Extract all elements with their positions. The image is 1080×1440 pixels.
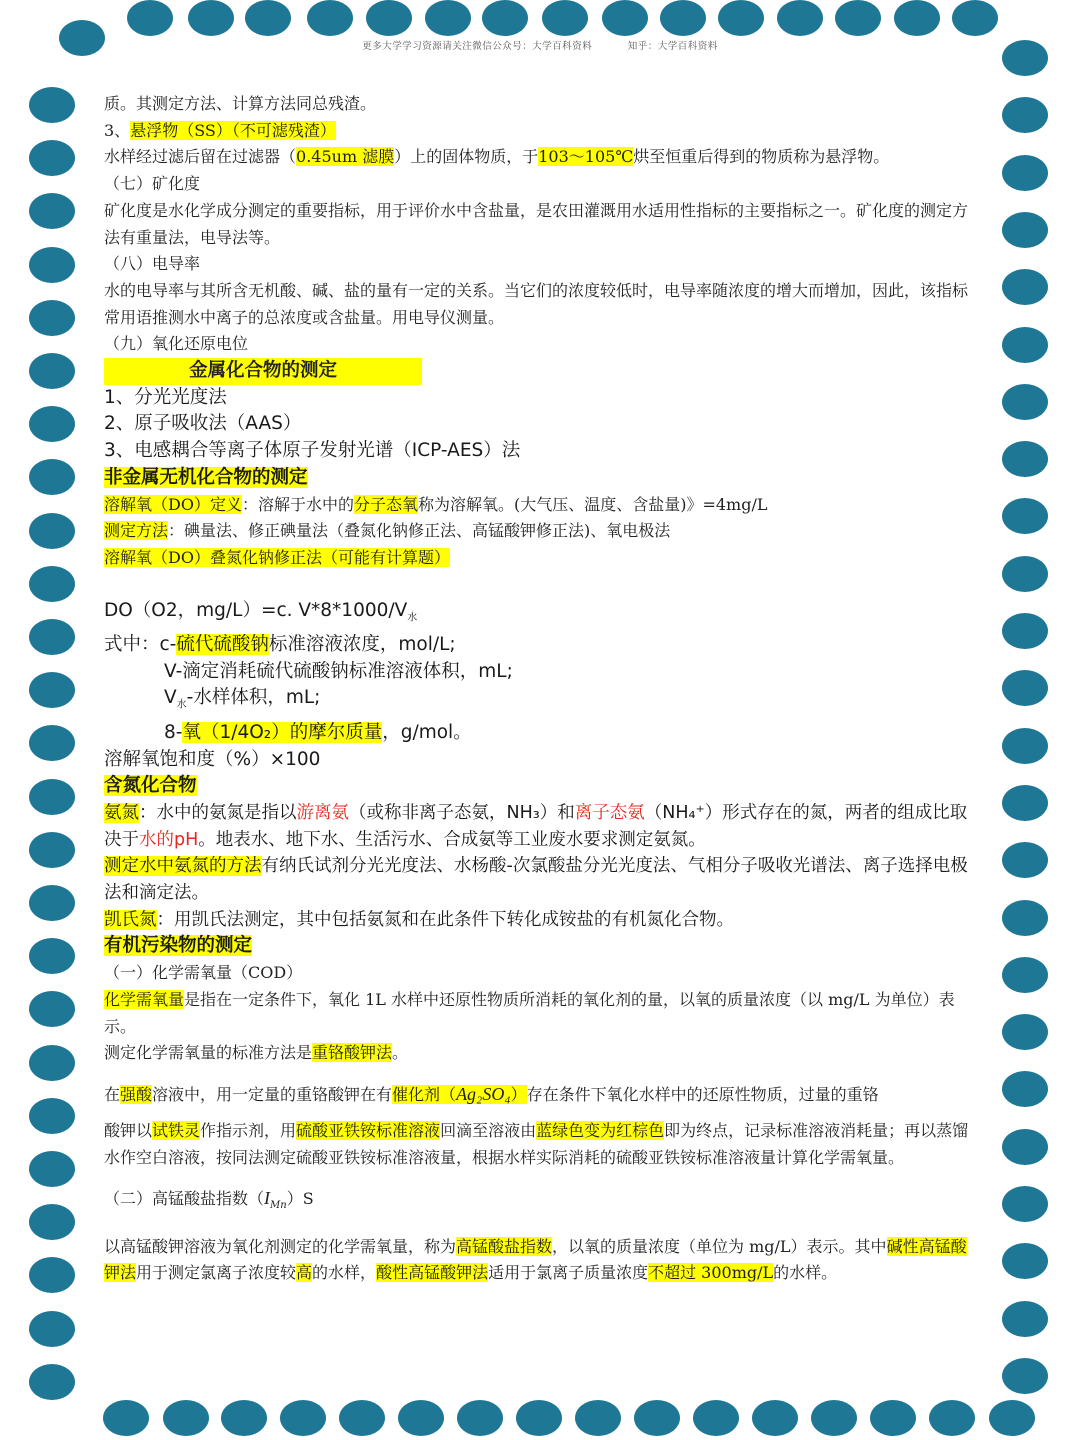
do-formula: DO（O2，mg/L）=c. $V*8*1000/V_水$ (104, 599, 418, 624)
border-dot (602, 0, 648, 36)
para-cod-procedure-2: 酸钾以试铁灵作指示剂，用硫酸亚铁铵标准溶液回滴至溶液由蓝绿色变为红棕色即为终点，记录标准溶液消耗量；再以蒸馏水作空白溶液，按同法测定硫酸亚铁铵标准溶液量，根据水样实际消耗的硫酸亚铁铵标准溶液量计算化学需氧量。 (104, 1120, 969, 1167)
border-dot (29, 672, 75, 708)
border-dot (29, 1045, 75, 1081)
border-dot (29, 1204, 75, 1240)
border-dot (29, 725, 75, 761)
para-do-definition: 溶解氧（DO）定义：溶解于水中的分子态氧称为溶解氧。(大气压、温度、含盐量)》=4mg/L (104, 494, 768, 514)
para-azide-method: 溶解氧（DO）叠氮化钠修正法（可能有计算题） (104, 547, 450, 567)
border-dot (542, 0, 588, 36)
border-dot (952, 0, 998, 36)
border-dot (29, 247, 75, 283)
border-dot (1002, 556, 1048, 592)
section-title-nonmetal: 非金属无机化合物的测定 (104, 466, 308, 488)
border-dot (516, 1400, 562, 1436)
para-ammonia: 氨氮：水中的氨氮是指以游离氨（或称非离子态氨，NH₃）和离子态氨（NH₄⁺）形式存在的氮，两者的组成比取决于水的pH。地表水、地下水、生活污水、合成氨等工业废水要求测定氨氮。 (104, 802, 968, 850)
border-dot (929, 1400, 975, 1436)
border-dot (163, 1400, 209, 1436)
border-dot (693, 1400, 739, 1436)
formula-molar-mass: 8-氧（1/4O₂）的摩尔质量，g/mol。 (164, 721, 472, 743)
border-dot (29, 140, 75, 176)
metal-item-3: 3、电感耦合等离子体原子发射光谱（ICP-AES）法 (104, 440, 521, 462)
border-dot (221, 1400, 267, 1436)
border-dot (1002, 1071, 1048, 1107)
page-header (0, 38, 1080, 52)
border-dot (870, 1400, 916, 1436)
para-cod-procedure-1: 在强酸溶液中，用一定量的重铬酸钾在有催化剂（Ag₂SO₄）存在条件下氧化水样中的还原性物质，过量的重铬 (104, 1083, 879, 1104)
border-dot (127, 0, 173, 36)
border-dot (188, 0, 234, 36)
border-dot (29, 1257, 75, 1293)
formula-vw: $V_水-$水样体积，mL; (164, 687, 321, 712)
heading-permanganate-index: （二）高锰酸盐指数$(I_{Mn})S$ (104, 1188, 314, 1212)
formula-v: V-滴定消耗硫代硫酸钠标准溶液体积，mL; (164, 660, 513, 682)
border-dot (29, 459, 75, 495)
border-dot (1002, 212, 1048, 248)
document-body (104, 91, 978, 1287)
border-dot (457, 1400, 503, 1436)
heading-mineralization: （七）矿化度 (104, 174, 201, 194)
border-dot (29, 300, 75, 336)
border-dot (29, 1364, 75, 1400)
border-dot (1002, 327, 1048, 363)
border-dot (1002, 1014, 1048, 1050)
border-dot (425, 0, 471, 36)
header-left: 更多大学学习资源请关注微信公众号：大学百科资料 (362, 41, 593, 52)
border-dot (29, 353, 75, 389)
border-dot (1002, 842, 1048, 878)
para-cod-standard: 测定化学需氧量的标准方法是重铬酸钾法。 (104, 1043, 409, 1063)
border-dot (811, 1400, 857, 1436)
border-dot (1002, 670, 1048, 706)
border-dot (29, 193, 75, 229)
border-dot (718, 0, 764, 36)
border-dot (752, 1400, 798, 1436)
border-dot (1002, 1358, 1048, 1394)
para-cod-definition: 化学需氧量是指在一定条件下，氧化 1L 水样中还原性物质所消耗的氧化剂的量，以氧的质量浓度（以 mg/L 为单位）表示。 (104, 989, 955, 1036)
border-dot (29, 87, 75, 123)
border-dot (366, 0, 412, 36)
border-dot (660, 0, 706, 36)
border-dot (989, 1400, 1035, 1436)
heading-orp: （九）氧化还原电位 (104, 334, 249, 354)
border-dot (894, 0, 940, 36)
border-dot (29, 1311, 75, 1347)
border-dot (29, 779, 75, 815)
border-dot (1002, 97, 1048, 133)
border-dot (1002, 384, 1048, 420)
section-title-organic: 有机污染物的测定 (104, 935, 253, 957)
para-conductivity: 水的电导率与其所含无机酸、碱、盐的量有一定的关系。当它们的浓度较低时，电导率随浓度的增大而增加，因此，该指标常用语推测水中离子的总浓度或含盐量。用电导仪测量。 (104, 280, 969, 327)
border-dot (29, 832, 75, 868)
border-dot (1002, 1186, 1048, 1222)
border-dot (307, 0, 353, 36)
border-dot (634, 1400, 680, 1436)
border-dot (1002, 269, 1048, 305)
border-dot (1002, 498, 1048, 534)
border-dot (103, 1400, 149, 1436)
border-dot (1002, 1243, 1048, 1279)
border-dot (29, 885, 75, 921)
section-title-metal: 金属化合物的测定 (104, 358, 422, 385)
metal-item-1: 1、分光光度法 (104, 386, 227, 408)
border-dot (1002, 785, 1048, 821)
para-kjeldahl: 凯氏氮：用凯氏法测定，其中包括氨氮和在此条件下转化成铵盐的有机氮化合物。 (104, 909, 734, 930)
border-dot (777, 0, 823, 36)
border-dot (835, 0, 881, 36)
catalyst-formula: Ag₂SO₄ (456, 1083, 511, 1104)
border-dot (1002, 900, 1048, 936)
para-do-methods: 测定方法：碘量法、修正碘量法（叠氮化钠修正法、高锰酸钾修正法)、氧电极法 (104, 521, 671, 541)
heading-ss: 3、悬浮物（SS）（不可滤残渣） (104, 120, 336, 140)
border-dot (482, 0, 528, 36)
border-dot (245, 0, 291, 36)
border-dot (1002, 728, 1048, 764)
border-dot (29, 1151, 75, 1187)
para-mineralization: 矿化度是水化学成分测定的重要指标，用于评价水中含盐量，是农田灌溉用水适用性指标的主要指标之一。矿化度的测定方法有重量法，电导法等。 (104, 200, 969, 247)
border-dot (29, 938, 75, 974)
border-dot (1002, 1129, 1048, 1165)
border-dot (29, 513, 75, 549)
border-dot (398, 1400, 444, 1436)
border-dot (280, 1400, 326, 1436)
para-ss: 水样经过滤后留在过滤器（0.45um 滤膜）上的固体物质，于103～105℃烘至恒重后得到的物质称为悬浮物。 (104, 147, 890, 167)
border-dot (1002, 957, 1048, 993)
border-dot (1002, 441, 1048, 477)
heading-cod: （一）化学需氧量（COD） (104, 963, 303, 983)
para-ammonia-methods: 测定水中氨氮的方法有纳氏试剂分光光度法、水杨酸-次氯酸盐分光光度法、气相分子吸收光谱法、离子选择电极法和滴定法。 (104, 856, 968, 904)
metal-item-2: 2、原子吸收法（AAS） (104, 413, 302, 435)
border-dot (29, 619, 75, 655)
border-dot (1002, 613, 1048, 649)
para-permanganate-index: 以高锰酸钾溶液为氧化剂测定的化学需氧量，称为高锰酸盐指数，以氧的质量浓度（单位为 mg/L）表示。其中碱性高锰酸钾法用于测定氯离子浓度较高的水样，酸性高锰酸钾法适用于氯离子质量浓度不超过 300mg/L的水样。 (104, 1236, 967, 1283)
border-dot (1002, 1301, 1048, 1337)
border-dot (339, 1400, 385, 1436)
border-dot (29, 566, 75, 602)
heading-conductivity: （八）电导率 (104, 254, 201, 274)
border-dot (575, 1400, 621, 1436)
formula-where: 式中：c-硫代硫酸钠标准溶液浓度，mol/L; (104, 634, 456, 656)
section-title-nitrogen: 含氮化合物 (104, 775, 197, 797)
border-dot (29, 406, 75, 442)
border-dot (29, 991, 75, 1027)
border-dot (1002, 155, 1048, 191)
header-right: 知乎：大学百科资料 (627, 41, 718, 52)
para-total-residue: 质。其测定方法、计算方法同总残渣。 (104, 94, 377, 113)
border-dot (29, 1098, 75, 1134)
do-saturation: 溶解氧饱和度（%）×100 (104, 748, 321, 770)
